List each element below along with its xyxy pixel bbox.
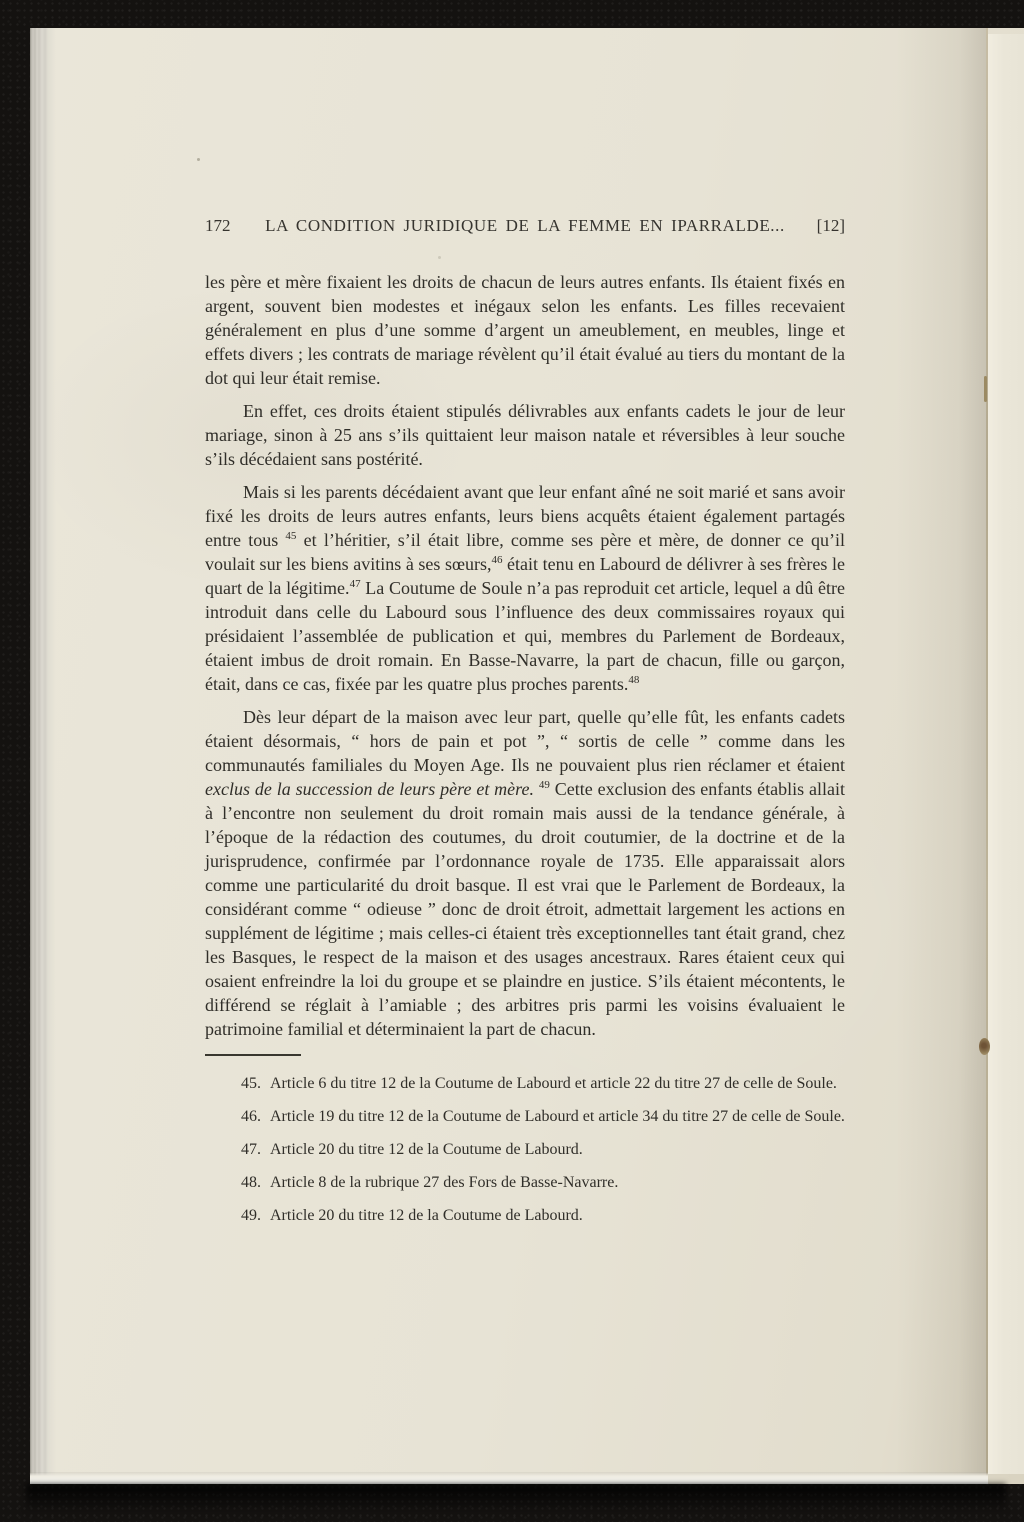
- page-number: 172: [205, 216, 231, 235]
- footnote-number: 49.: [241, 1207, 261, 1224]
- page-stack-edge-bottom: [30, 1472, 988, 1484]
- bracket-page-number: [12]: [816, 216, 845, 235]
- footnote-number: 47.: [241, 1141, 261, 1158]
- binding-stitch: [984, 376, 987, 402]
- body-paragraph: les père et mère fixaient les droits de chacun de leurs autres enfants. Ils étaient fixés en argent, souvent bien modestes et inégaux selon les enfants. Les filles recevaient généralement en plus d’une somme d’argent un ameublement, en meubles, linge et effets divers ; les contrats de mariage révèlent qu’il était évalué au tiers du montant de la dot qui leur était remise.: [205, 272, 845, 388]
- footnote: [205, 1105, 845, 1128]
- body-paragraph: En effet, ces droits étaient stipulés délivrables aux enfants cadets le jour de leur mariage, sinon à 25 ans s’ils quittaient leur maison natale et réversibles à leur souche s’ils décédaient sans postérité.: [205, 401, 845, 469]
- running-title: LA CONDITION JURIDIQUE DE LA FEMME EN IPARRALDE...: [265, 216, 785, 235]
- footnote-text: Article 20 du titre 12 de la Coutume de Labourd.: [270, 1207, 583, 1224]
- body-paragraph: Mais si les parents décédaient avant que leur enfant aîné ne soit marié et sans avoir fixé les droits de leurs autres enfants, leurs biens acquêts étaient également partagés entre tous $^{45}$ et l’héritier, s’il était libre, comme ses père et mère, de donner ce qu’il voulait sur les biens avitins à ses sœurs,$^{46}$ était tenu en Labourd de délivrer à ses frères le quart de la légitime.$^{47}$ La Coutume de Soule n’a pas reproduit cet article, lequel a dû être introduit dans celle du Labourd sous l’influence des deux commissaires royaux qui présidaient l’assemblée de publication et qui, membres du Parlement de Bordeaux, étaient imbus de droit romain. En Basse-Navarre, la part de chacun, fille ou garçon, était, dans ce cas, fixée par les quatre plus proches parents.$^{48}$: [205, 482, 845, 694]
- footnote-number: 46.: [241, 1108, 261, 1125]
- running-head: [205, 216, 845, 236]
- page-content: [205, 216, 845, 1237]
- footnotes: [205, 1072, 845, 1227]
- binding-knot: [979, 1038, 990, 1055]
- footnote: [205, 1204, 845, 1227]
- paper-speck: [197, 158, 200, 161]
- footnote-text: Article 19 du titre 12 de la Coutume de Labourd et article 34 du titre 27 de celle de Soule.: [270, 1108, 845, 1125]
- footnote-separator: [205, 1054, 301, 1056]
- footnote-text: Article 8 de la rubrique 27 des Fors de Basse-Navarre.: [270, 1174, 619, 1191]
- footnote-text: Article 6 du titre 12 de la Coutume de Labourd et article 22 du titre 27 de celle de Soule.: [270, 1075, 837, 1092]
- body-text: [205, 270, 845, 1041]
- footnote: [205, 1072, 845, 1095]
- book-page: [30, 28, 1024, 1484]
- footnote: [205, 1138, 845, 1161]
- footnote-number: 48.: [241, 1174, 261, 1191]
- page-drop-shadow: [26, 1484, 1006, 1518]
- facing-page-strip: [988, 34, 1024, 1474]
- footnote-text: Article 20 du titre 12 de la Coutume de Labourd.: [270, 1141, 583, 1158]
- body-paragraph: Dès leur départ de la maison avec leur part, quelle qu’elle fût, les enfants cadets étaient désormais, “ hors de pain et pot ”, “ sortis de celle ” comme dans les communautés familiales du Moyen Age. Ils ne pouvaient plus rien réclamer et étaient exclus de la succession de leurs père et mère. $^{49}$ Cette exclusion des enfants établis allait à l’encontre non seulement du droit romain mais aussi de la tendance générale, à l’époque de la rédaction des coutumes, du droit coutumier, de la doctrine et de la jurisprudence, confirmée par l’ordonnance royale de 1735. Elle apparaissait alors comme une particularité du droit basque. Il est vrai que le Parlement de Bordeaux, la considérant comme “ odieuse ” donc de droit étroit, admettait largement les actions en supplément de légitime ; mais celles-ci étaient très exceptionnelles tant était grand, chez les Basques, le respect de la maison et des usages ancestraux. Rares étaient ceux qui osaient enfreindre la loi du groupe et se plaindre en justice. S’ils étaient mécontents, le différend se réglait à l’amiable ; des arbitres pris parmi les voisins évaluaient le patrimoine familial et déterminaient la part de chacun.: [205, 707, 845, 1039]
- gutter-shading: [896, 28, 986, 1484]
- page-stack-edge-left: [30, 28, 56, 1484]
- footnote: [205, 1171, 845, 1194]
- footnote-number: 45.: [241, 1075, 261, 1092]
